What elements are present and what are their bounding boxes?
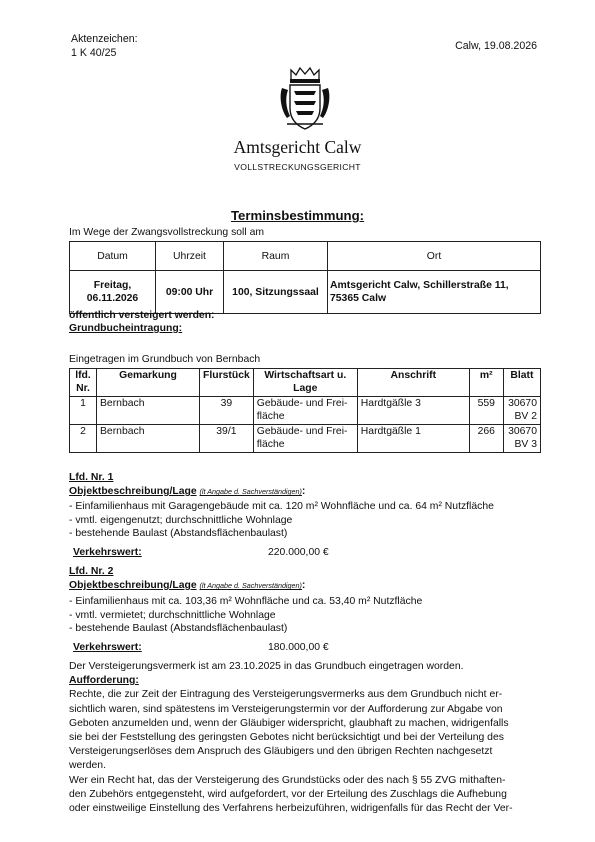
place-date: Calw, 19.08.2026	[455, 40, 537, 52]
hearing-time: 09:00 Uhr	[156, 271, 224, 314]
request-line: Geboten anzumelden und, wenn der Gläubiger widerspricht, glaubhaft zu machen, widrigenfalls	[69, 717, 509, 729]
lot-1-description-heading	[69, 486, 305, 497]
request-heading: Aufforderung:	[69, 675, 139, 687]
notice-paragraphs	[69, 660, 541, 816]
list-item: - bestehende Baulast (Abstandsflächenbaulast)	[69, 528, 288, 539]
cell-wirtschaftsart	[253, 425, 357, 453]
list-item: - vmtl. vermietet; durchschnittliche Wohnlage	[69, 609, 276, 621]
table-row	[70, 425, 541, 453]
list-item: - bestehende Baulast (Abstandsflächenbaulast)	[69, 623, 288, 634]
cell-nr: 1	[70, 397, 97, 425]
cell-m2: 266	[469, 425, 503, 453]
lot-1-description-colon: :	[301, 486, 306, 497]
cell-wirtschaftsart	[253, 397, 357, 425]
col-lfd-label: lfd.	[75, 370, 91, 381]
intro-text: Im Wege der Zwangsvollstreckung soll am	[69, 227, 264, 238]
lot-2-value: 180.000,00 €	[268, 642, 329, 653]
lot-1-title: Lfd. Nr. 1	[69, 472, 114, 483]
file-number-label: Aktenzeichen:	[71, 33, 138, 45]
cell-blatt-number: 30670	[508, 398, 537, 409]
cell-blatt-bv: BV 2	[514, 411, 537, 422]
table-row	[70, 397, 541, 425]
file-number-block	[71, 32, 138, 60]
request-line: den Zubehörs entgegensteht, wird aufgefordert, vor der Erteilung des Zuschlags die Aufhebung	[69, 788, 507, 800]
request-line: sie bei der Feststellung des geringsten Gebotes nicht berücksichtigt und bei der Verteilung des	[69, 732, 504, 744]
col-time: Uhrzeit	[156, 242, 224, 271]
list-item: - Einfamilienhaus mit Garagengebäude mit ca. 120 m² Wohnfläche und ca. 64 m² Nutzfläche	[69, 501, 494, 512]
cell-flurstueck: 39	[200, 397, 254, 425]
request-line: Versteigerungserlöses dem Anspruch des Gläubigers und den übrigen Rechten nachgesetzt	[69, 746, 493, 758]
lot-2-value-label: Verkehrswert:	[73, 642, 142, 653]
cell-anschrift: Hardtgäßle 1	[357, 425, 469, 453]
cell-wirtschaftsart-line2: fläche	[256, 411, 285, 422]
land-register-intro: Eingetragen im Grundbuch von Bernbach	[69, 354, 261, 365]
document-title: Terminsbestimmung:	[230, 208, 365, 223]
col-date: Datum	[70, 242, 156, 271]
cell-blatt	[503, 397, 540, 425]
registration-note: Der Versteigerungsvermerk ist am 23.10.2025 in das Grundbuch eingetragen worden.	[69, 661, 464, 672]
col-wirtschaftsart	[253, 369, 357, 397]
land-register-title: Grundbucheintragung:	[69, 323, 183, 334]
hearing-location	[328, 271, 541, 314]
cell-flurstueck: 39/1	[200, 425, 254, 453]
hearing-table	[69, 241, 541, 314]
col-nr-label: Nr.	[76, 383, 90, 394]
hearing-date-value: 06.11.2026	[86, 293, 139, 304]
hearing-location-line2: 75365 Calw	[330, 293, 387, 304]
lot-1-description	[69, 500, 494, 541]
cell-wirtschaftsart-line1: Gebäude- und Frei-	[256, 398, 348, 409]
land-register-header	[70, 369, 541, 397]
land-register-table	[69, 368, 541, 453]
col-blatt: Blatt	[503, 369, 540, 397]
col-location: Ort	[328, 242, 541, 271]
lot-1-description-note: (lt Angabe d. Sachverständigen)	[199, 487, 302, 496]
hearing-room: 100, Sitzungssaal	[224, 271, 328, 314]
col-anschrift: Anschrift	[357, 369, 469, 397]
lot-1-value: 220.000,00 €	[268, 547, 329, 558]
lot-2-description-heading	[69, 580, 305, 591]
cell-gemarkung: Bernbach	[97, 425, 200, 453]
lot-1-description-label: Objektbeschreibung/Lage	[69, 486, 197, 497]
coat-of-arms-icon	[279, 66, 331, 132]
lot-2-title: Lfd. Nr. 2	[69, 566, 114, 577]
cell-blatt-number: 30670	[508, 426, 537, 437]
col-wirtschaftsart-line2: Lage	[293, 383, 318, 394]
lot-1-value-label: Verkehrswert:	[73, 547, 142, 558]
lot-2-description-colon: :	[301, 580, 306, 591]
list-item: - vmtl. eigengenutzt; durchschnittliche Wohnlage	[69, 514, 293, 526]
hearing-location-line1: Amtsgericht Calw, Schillerstraße 11,	[330, 280, 509, 291]
cell-m2: 559	[469, 397, 503, 425]
cell-blatt-bv: BV 3	[514, 439, 537, 450]
request-line: sichtlich waren, sind spätestens im Versteigerungstermin vor der Aufforderung zur Abgabe von	[69, 703, 503, 715]
court-name: Amtsgericht Calw	[233, 137, 362, 157]
cell-anschrift: Hardtgäßle 3	[357, 397, 469, 425]
hearing-weekday: Freitag,	[93, 280, 132, 291]
request-line: Wer ein Recht hat, das der Versteigerung des Grundstücks oder des nach § 55 ZVG mithaften-	[69, 774, 506, 786]
cell-nr: 2	[70, 425, 97, 453]
request-line: Rechte, die zur Zeit der Eintragung des Versteigerungsvermerks aus dem Grundbuch nicht er-	[69, 689, 503, 701]
col-room: Raum	[224, 242, 328, 271]
hearing-date	[70, 271, 156, 314]
lot-2-description-note: (lt Angabe d. Sachverständigen)	[199, 581, 302, 590]
lot-2-description-label: Objektbeschreibung/Lage	[69, 580, 197, 591]
request-line: oder einstweilige Einstellung des Verfahrens herbeizuführen, widrigenfalls für das Recht der Ver-	[69, 803, 513, 815]
auction-statement: öffentlich versteigert werden:	[69, 310, 215, 321]
lot-2-description	[69, 595, 422, 636]
cell-wirtschaftsart-line2: fläche	[256, 439, 285, 450]
hearing-table-header	[70, 242, 541, 271]
file-number: 1 K 40/25	[71, 47, 117, 59]
col-m2: m²	[469, 369, 503, 397]
cell-blatt	[503, 425, 540, 453]
list-item: - Einfamilienhaus mit ca. 103,36 m² Wohnfläche und ca. 53,40 m² Nutzfläche	[69, 596, 423, 607]
cell-gemarkung: Bernbach	[97, 397, 200, 425]
hearing-table-row	[70, 271, 541, 314]
col-lfd-nr	[70, 369, 97, 397]
request-line: werden.	[69, 760, 106, 772]
col-gemarkung: Gemarkung	[97, 369, 200, 397]
court-department: VOLLSTRECKUNGSGERICHT	[234, 162, 361, 172]
col-flurstueck: Flurstück	[200, 369, 254, 397]
col-wirtschaftsart-line1: Wirtschaftsart u.	[264, 370, 347, 381]
cell-wirtschaftsart-line1: Gebäude- und Frei-	[256, 426, 348, 437]
